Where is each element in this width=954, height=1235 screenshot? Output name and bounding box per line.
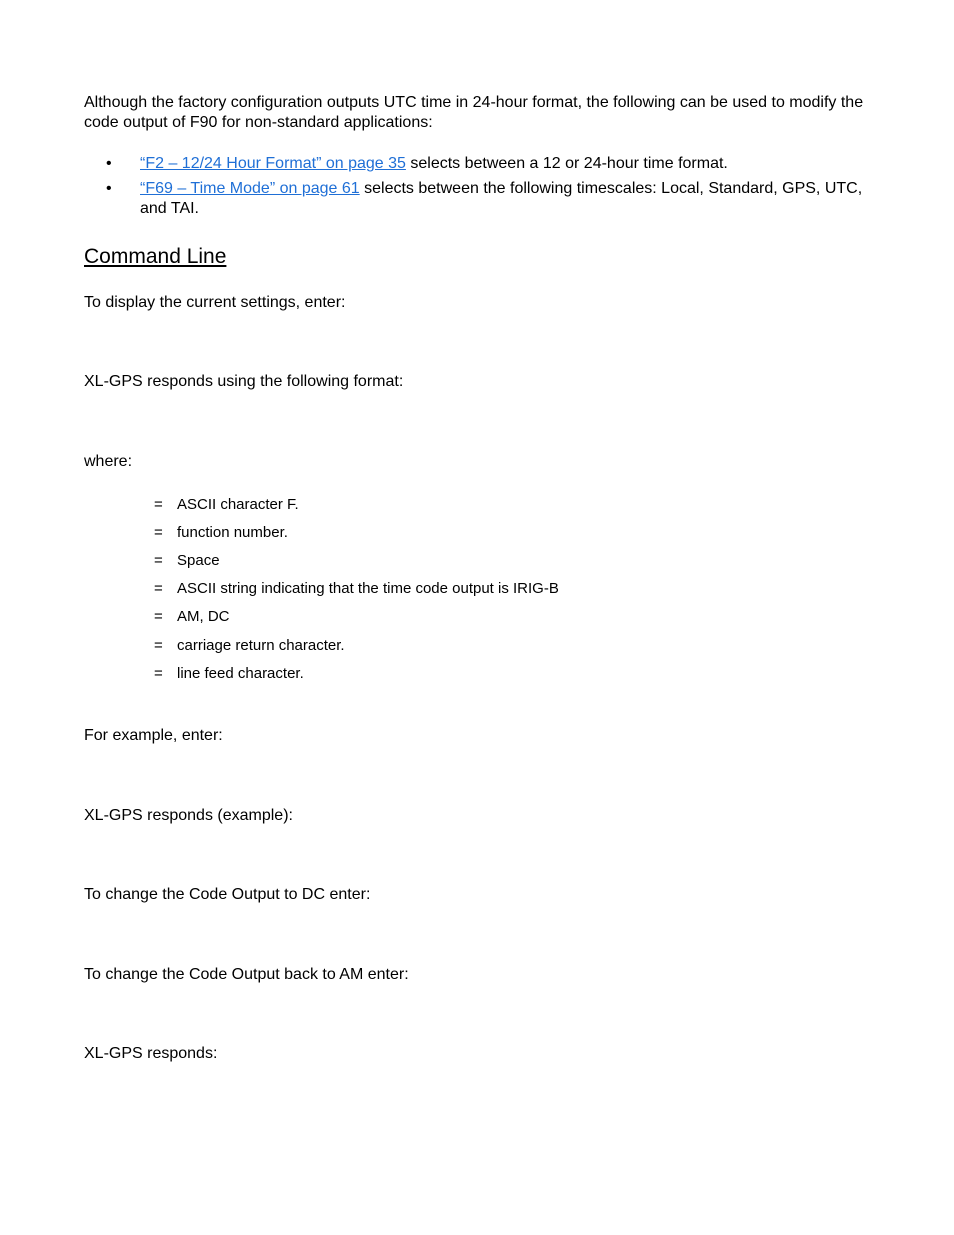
bullet-marker: • <box>106 155 112 172</box>
definition-desc: line feed character. <box>177 665 304 682</box>
para-display-settings: To display the current settings, enter: <box>84 294 346 311</box>
intro-paragraph: Although the factory configuration outputs UTC time in 24-hour format, the following can be used to modify the code output of F90 for non-standard applications: <box>84 94 864 131</box>
definition-desc: Space <box>177 552 220 569</box>
definition-equals: = <box>154 665 163 682</box>
bullet-text <box>140 179 880 219</box>
section-heading-command-line: Command Line <box>84 245 227 268</box>
para-responds-format: XL-GPS responds using the following format: <box>84 373 404 390</box>
bullet-marker: • <box>106 180 112 197</box>
para-example-responds: XL-GPS responds (example): <box>84 807 293 824</box>
link-f69-time-mode[interactable]: “F69 – Time Mode” on page 61 <box>140 180 360 197</box>
definition-equals: = <box>154 496 163 513</box>
definition-equals: = <box>154 637 163 654</box>
para-example-enter: For example, enter: <box>84 727 223 744</box>
definition-desc: AM, DC <box>177 608 230 625</box>
definition-desc: function number. <box>177 524 288 541</box>
para-change-to-dc: To change the Code Output to DC enter: <box>84 886 371 903</box>
definition-desc: ASCII character F. <box>177 496 299 513</box>
para-responds: XL-GPS responds: <box>84 1045 218 1062</box>
para-change-to-am: To change the Code Output back to AM enter: <box>84 966 409 983</box>
definition-equals: = <box>154 608 163 625</box>
definition-equals: = <box>154 552 163 569</box>
bullet-text-rest: selects between a 12 or 24-hour time format. <box>405 155 728 172</box>
definition-desc: ASCII string indicating that the time code output is IRIG-B <box>177 580 559 597</box>
bullet-text-rest: selects between the following timescales: Local, Standard, GPS, UTC, and TAI. <box>140 180 863 217</box>
definition-equals: = <box>154 524 163 541</box>
definition-equals: = <box>154 580 163 597</box>
link-f2-hour-format[interactable]: “F2 – 12/24 Hour Format” on page 35 <box>140 155 406 172</box>
para-where: where: <box>84 453 133 470</box>
bullet-text <box>140 154 880 174</box>
definition-desc: carriage return character. <box>177 637 345 654</box>
